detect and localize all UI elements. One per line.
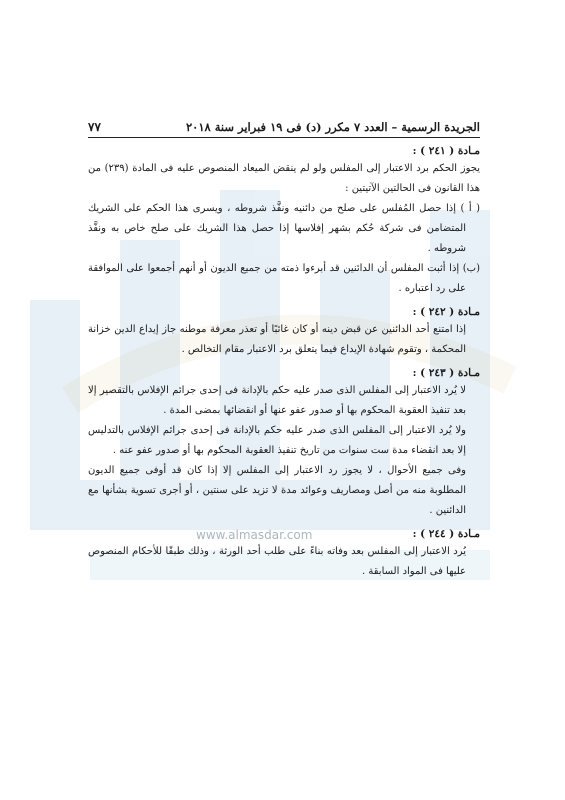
paragraph: إذا امتنع أحد الدائنين عن قبض دينه أو كان غائبًا أو تعذر معرفة موطنه جاز إيداع الدين خزانة المحكمة ، وتقوم شهادة الإيداع فيما يتعلق برد الاعتبار مقام التخالص . [88, 324, 466, 355]
article-heading: مـادة ( ٢٤٢ ) : [412, 306, 480, 318]
watermark-url: www.almasdar.com [196, 528, 313, 542]
paragraph: ولا يُرد الاعتبار إلى المفلس الذى صدر عليه حكم بالإدانة فى إحدى جرائم الإفلاس بالتدليس إلا بعد انقضاء مدة ست سنوات من تاريخ تنفيذ العقوبة المحكوم بها أو صدور عفو عنه . [88, 425, 466, 456]
header-title: الجريدة الرسمية – العدد ٧ مكرر (د) فى ١٩ فبراير سنة ٢٠١٨ [186, 120, 480, 134]
article-241 [88, 145, 480, 299]
article-242 [88, 306, 480, 360]
paragraph: يُرد الاعتبار إلى المفلس بعد وفاته بناءً على طلب أحد الورثة ، وذلك طبقًا للأحكام المنصوص عليها فى المواد السابقة . [88, 546, 466, 577]
page-number: ٧٧ [88, 120, 101, 134]
article-heading: مـادة ( ٢٤١ ) : [412, 145, 480, 157]
page-header [88, 120, 480, 138]
paragraph: يجوز الحكم برد الاعتبار إلى المفلس ولو لم ينقض الميعاد المنصوص عليه فى المادة (٢٣٩) من هذا القانون فى الحالتين الآتيتين : [88, 163, 480, 194]
article-heading: مـادة ( ٢٤٤ ) : [412, 528, 480, 540]
article-243 [88, 367, 480, 521]
article-heading: مـادة ( ٢٤٣ ) : [412, 367, 480, 379]
page-content [88, 120, 480, 582]
paragraph-clause-a: ( أ ) إذا حصل المُفلس على صلح من دائنيه ونفَّذ شروطه ، ويسرى هذا الحكم على الشريك المتضامن فى شركة حُكم بشهر إفلاسها إذا حصل هذا الشريك على صلح خاص به ونفَّذ شروطه . [88, 203, 480, 254]
paragraph: وفى جميع الأحوال ، لا يجوز رد الاعتبار إلى المفلس إلا إذا كان قد أوفى جميع الديون المطلوبة منه من أصل ومصاريف وعوائد مدة لا تزيد على سنتين ، أو أجرى تسوية بشأنها مع الدائنين . [88, 465, 466, 516]
paragraph-clause-b: (ب) إذا أثبت المفلس أن الدائنين قد أبرءوا ذمته من جميع الديون أو أنهم أجمعوا على الموافقة على رد اعتباره . [88, 263, 480, 294]
paragraph: لا يُرد الاعتبار إلى المفلس الذى صدر عليه حكم بالإدانة فى إحدى جرائم الإفلاس بالتقصير إلا بعد تنفيذ العقوبة المحكوم بها أو صدور عفو عنها أو انقضائها بمضى المدة . [88, 385, 466, 416]
